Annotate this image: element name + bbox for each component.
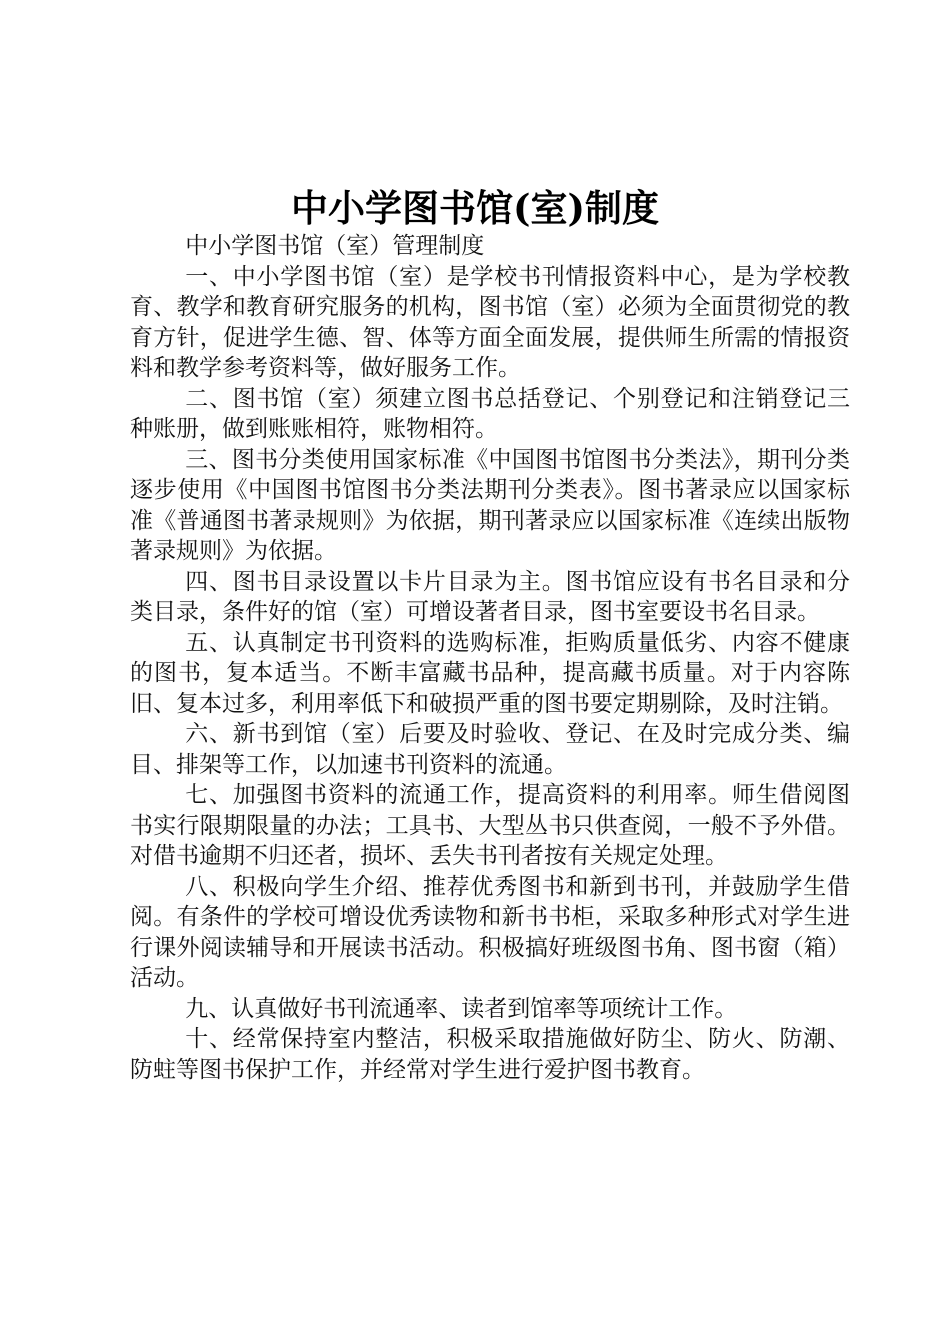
paragraph-10: 十、经常保持室内整洁，积极采取措施做好防尘、防火、防潮、防蛀等图书保护工作，并经常对学生进行爱护图书教育。 bbox=[130, 1026, 850, 1083]
paragraph-8: 八、积极向学生介绍、推荐优秀图书和新到书刊，并鼓励学生借阅。有条件的学校可增设优秀读物和新书书柜，采取多种形式对学生进行课外阅读辅导和开展读书活动。积极搞好班级图书角、图书窗（箱）活动。 bbox=[130, 873, 850, 991]
paragraph-2: 二、图书馆（室）须建立图书总括登记、个别登记和注销登记三种账册，做到账账相符，账物相符。 bbox=[130, 385, 850, 442]
paragraph-6: 六、新书到馆（室）后要及时验收、登记、在及时完成分类、编目、排架等工作，以加速书刊资料的流通。 bbox=[130, 721, 850, 778]
paragraph-1: 一、中小学图书馆（室）是学校书刊情报资料中心，是为学校教育、教学和教育研究服务的机构，图书馆（室）必须为全面贯彻党的教育方针，促进学生德、智、体等方面全面发展，提供师生所需的情报资料和教学参考资料等，做好服务工作。 bbox=[130, 263, 850, 381]
paragraph-5: 五、认真制定书刊资料的选购标准，拒购质量低劣、内容不健康的图书，复本适当。不断丰富藏书品种，提高藏书质量。对于内容陈旧、复本过多，利用率低下和破损严重的图书要定期剔除，及时注销。 bbox=[130, 629, 850, 717]
paragraph-4: 四、图书目录设置以卡片目录为主。图书馆应设有书名目录和分类目录，条件好的馆（室）可增设著者目录，图书室要设书名目录。 bbox=[130, 568, 850, 625]
paragraph-7: 七、加强图书资料的流通工作，提高资料的利用率。师生借阅图书实行限期限量的办法；工具书、大型丛书只供查阅，一般不予外借。对借书逾期不归还者，损坏、丢失书刊者按有关规定处理。 bbox=[130, 782, 850, 869]
document-subtitle: 中小学图书馆（室）管理制度 bbox=[185, 233, 485, 259]
document-body bbox=[130, 231, 850, 1085]
paragraph-3: 三、图书分类使用国家标准《中国图书馆图书分类法》，期刊分类逐步使用《中国图书馆图书分类法期刊分类表》。图书著录应以国家标准《普通图书著录规则》为依据，期刊著录应以国家标准《连续出版物著录规则》为依据。 bbox=[130, 446, 850, 564]
document-title: 中小学图书馆(室)制度 bbox=[290, 186, 659, 230]
paragraph-9: 九、认真做好书刊流通率、读者到馆率等项统计工作。 bbox=[185, 995, 738, 1022]
